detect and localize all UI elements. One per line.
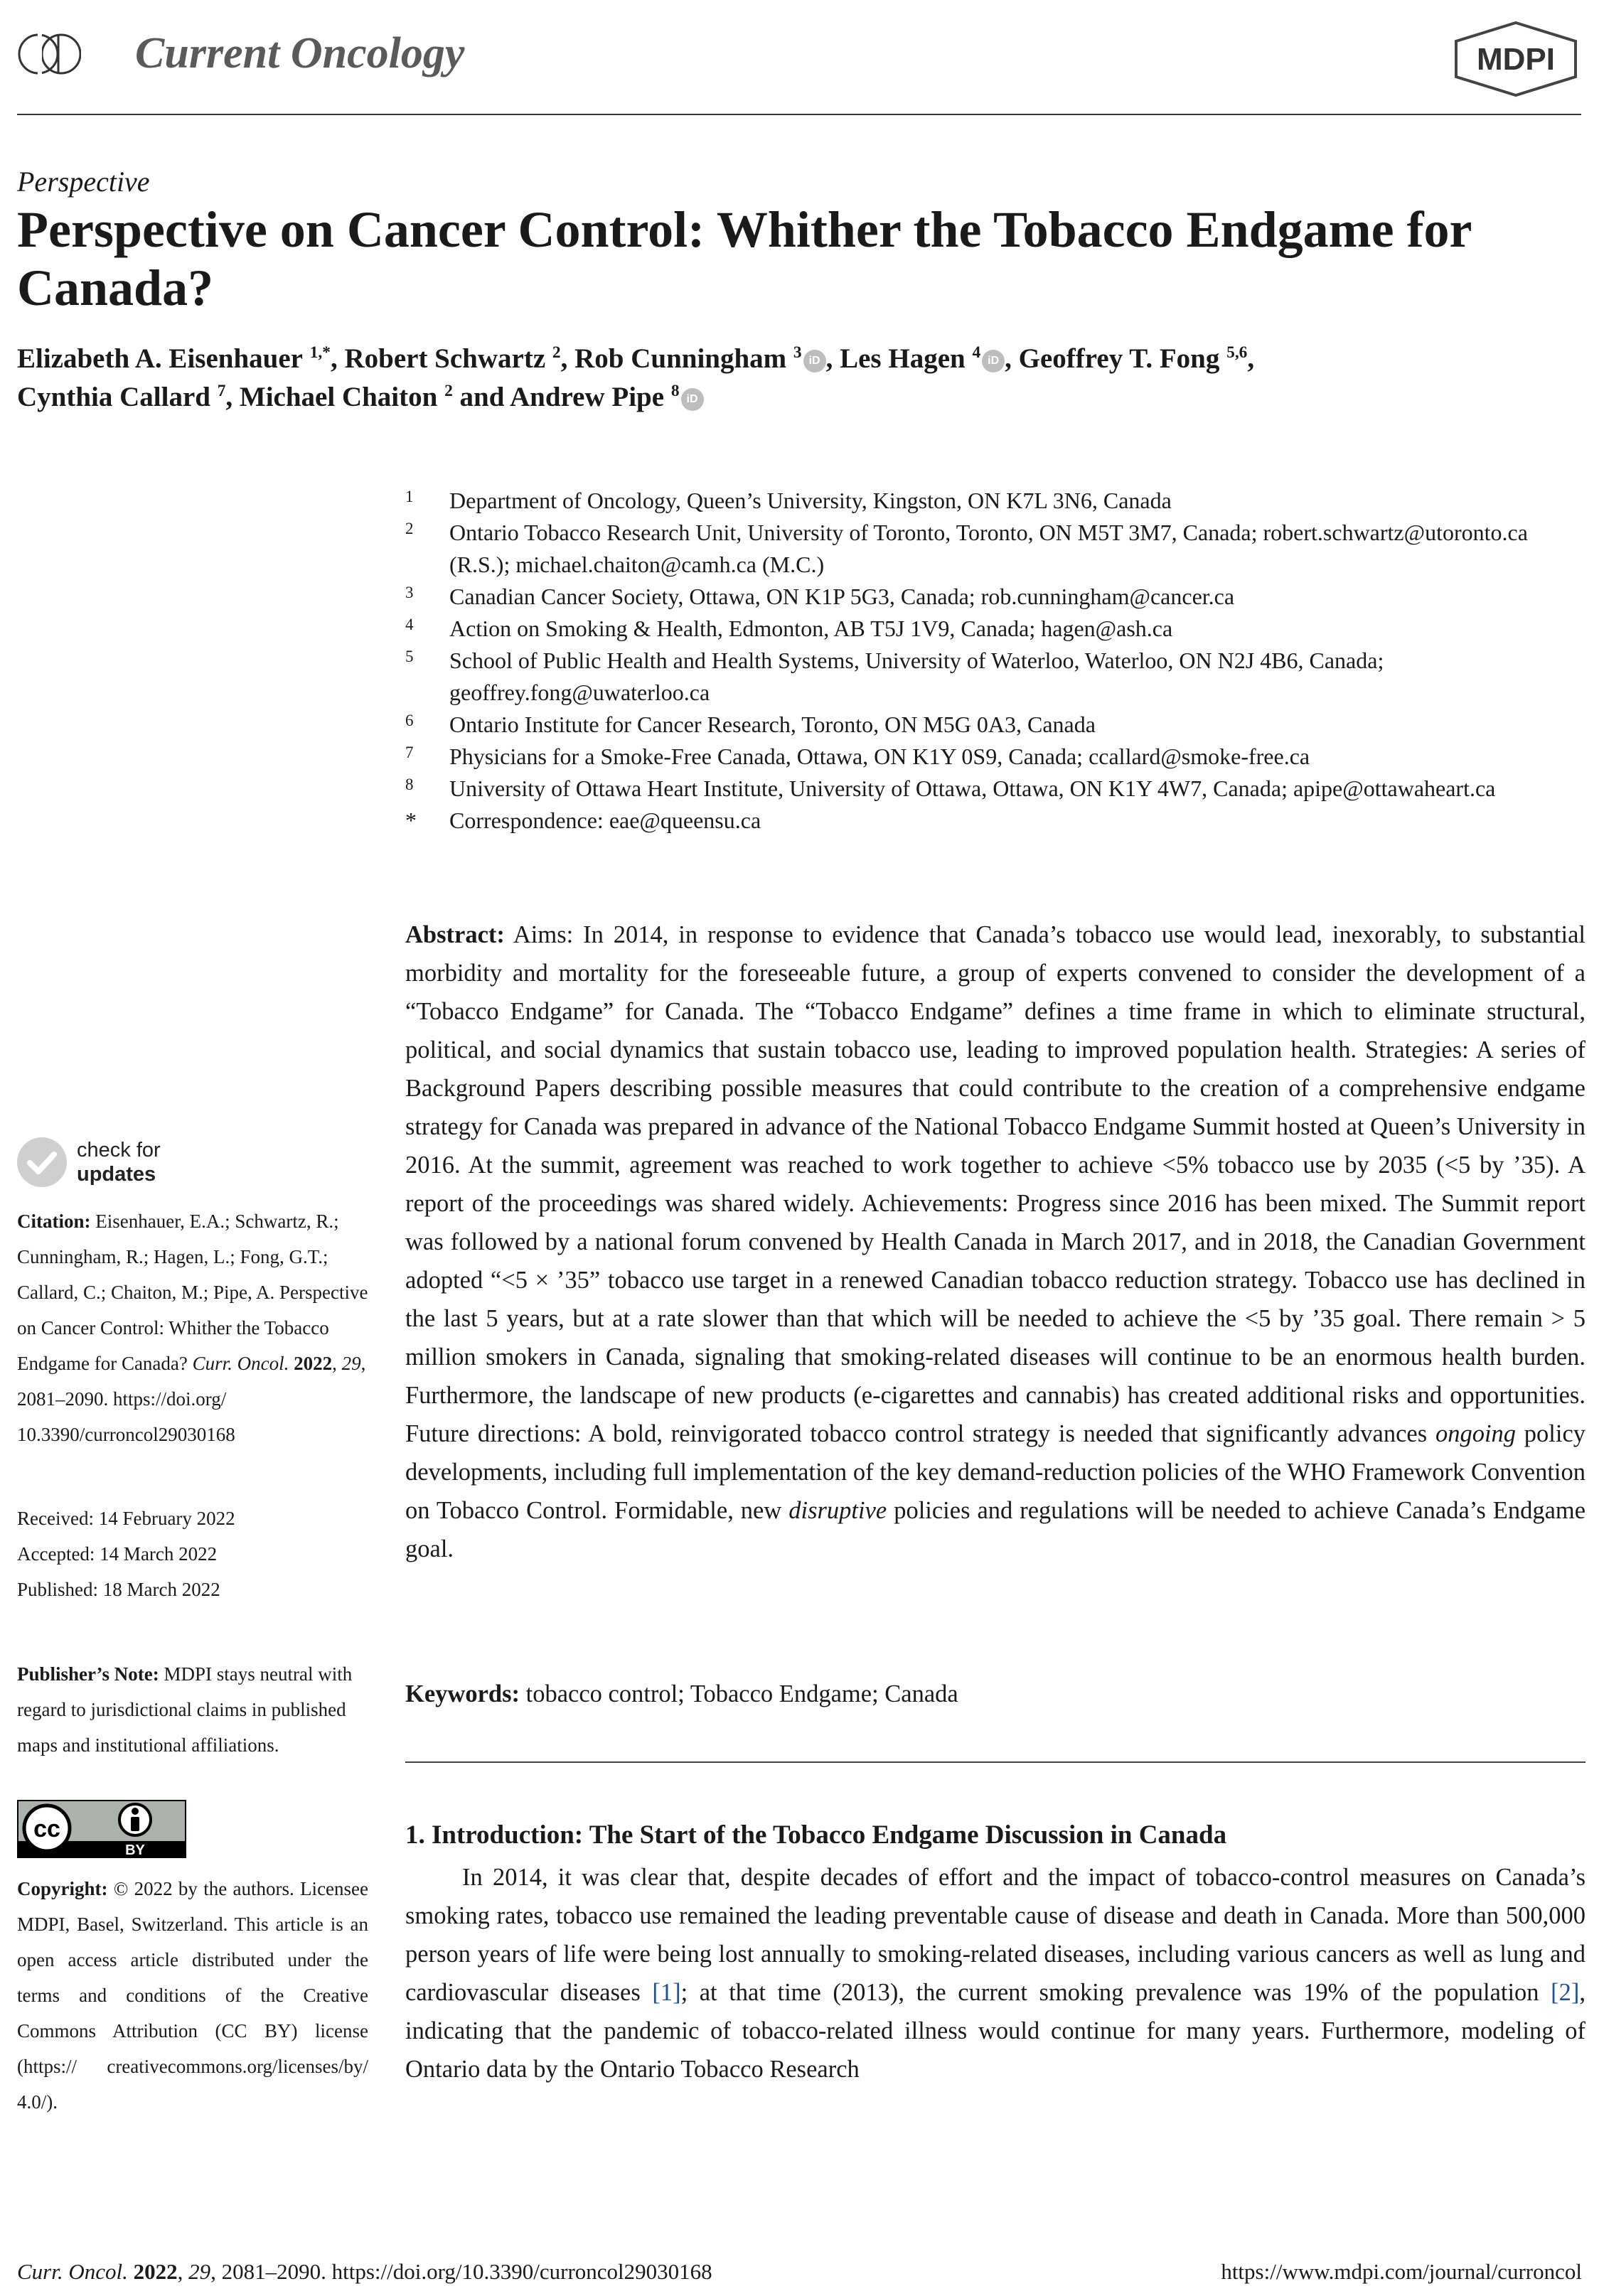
correspondence: * Correspondence: eae@queensu.ca [405,808,761,833]
accepted-date: Accepted: 14 March 2022 [17,1543,218,1565]
copyright-label: Copyright: [17,1878,108,1899]
by-label: BY [125,1842,145,1858]
affiliation-item: 7 Physicians for a Smoke-Free Canada, Ottawa, ON K1Y 0S9, Canada; ccallard@smoke-free.ca [405,744,1310,769]
copyright-notice: Copyright: © 2022 by the authors. Licensee MDPI, Basel, Switzerland. This article is an open access article distributed under the terms and conditions of the Creative Commons Attribution (CC BY) license (https:// creativecommons.org/licenses/by/ 4.0/). [17,1878,369,2113]
author-affiliation: 2 [552,343,561,362]
author-list: Elizabeth A. Eisenhauer $^{1,*}$, Robert Schwartz $^2$, Rob Cunningham $^3$ iD , Les Hagen $^4$ iD , Geoffrey T. Fong $^{5,6}$, Cynthia Callard $^7$, Michael Chaiton $^2$ and Andrew Pipe $^8$ iD [17,343,1255,412]
affiliation-item: 4 Action on Smoking & Health, Edmonton, AB T5J 1V9, Canada; hagen@ash.ca [405,616,1173,641]
author-name[interactable]: Les Hagen [840,343,966,374]
orcid-icon[interactable]: iD [803,350,826,372]
author-name[interactable]: Michael Chaiton [239,382,438,412]
citation-label: Citation: [17,1211,91,1232]
orcid-icon[interactable]: iD [982,350,1005,372]
author-affiliation: 4 [972,343,981,362]
footer-journal-url[interactable]: https://www.mdpi.com/journal/curroncol [1221,2259,1582,2284]
author-name[interactable]: Elizabeth A. Eisenhauer [17,343,303,374]
cc-icon: cc [33,1815,60,1842]
affiliation-item: 1 Department of Oncology, Queen’s University, Kingston, ON K7L 3N6, Canada [405,488,1172,513]
abstract: Abstract: Aims: In 2014, in response to evidence that Canada’s tobacco use would lead, inexorably, to substantial morbidity and mortality for the foreseeable future, a group of experts convened to consider the development of a “Tobacco Endgame” for Canada. The “Tobacco Endgame” defines a time frame in which to eliminate structural, political, and social dynamics that sustain tobacco use, leading to improved population health. Strategies: A series of Background Papers describing possible measures that could contribute to the creation of a comprehensive endgame strategy for Canada was prepared in advance of the National Tobacco Endgame Summit hosted at Queen’s University in 2016. At the summit, agreement was reached to work together to achieve <5% tobacco use by 2035 (<5 by ’35). A report of the proceedings was shared widely. Achievements: Progress since 2016 has been mixed. The Summit report was followed by a national forum convened by Health Canada in March 2017, and in 2018, the Canadian Government adopted “<5 × ’35” tobacco use target in a renewed Canadian tobacco reduction strategy. Tobacco use has declined in the last 5 years, but at a rate slower than that which will be needed to achieve the <5 by ’35 goal. There remain > 5 million smokers in Canada, signaling that smoking-related diseases will continue to be an enormous health burden. Furthermore, the landscape of new products (e-cigarettes and cannabis) has created additional risks and opportunities. Future directions: A bold, reinvigorated tobacco control strategy is needed that significantly advances ongoing policy developments, including full implementation of the key demand-reduction policies of the WHO Framework Convention on Tobacco Control. Formidable, new disruptive policies and regulations will be needed to achieve Canada’s Endgame goal. [405,921,1586,1562]
section-divider [405,1761,1585,1763]
affiliation-item: 8 University of Ottawa Heart Institute, University of Ottawa, Ottawa, ON K1Y 4W7, Canada; apipe@ottawaheart.ca [405,776,1496,801]
intro-paragraph: In 2014, it was clear that, despite decades of effort and the impact of tobacco-control measures on Canada’s smoking rates, tobacco use remained the leading preventable cause of disease and death in Canada. More than 500,000 person years of life were being lost annually to smoking-related diseases, including various cancers as well as lung and cardiovascular diseases [1]; at that time (2013), the current smoking prevalence was 19% of the population [2], indicating that the pandemic of tobacco-related illness would continue for many years. Furthermore, modeling of Ontario data by the Ontario Tobacco Research [405,1864,1585,2083]
publication-dates [17,1501,368,1607]
mdpi-logo-text: MDPI [1477,42,1555,77]
section-heading: 1. Introduction: The Start of the Tobacco Endgame Discussion in Canada [405,1820,1227,1850]
received-date: Received: 14 February 2022 [17,1508,235,1529]
author-name[interactable]: Rob Cunningham [574,343,787,374]
published-date: Published: 18 March 2022 [17,1579,220,1600]
footer-doi[interactable]: , 2081–2090. https://doi.org/10.3390/curroncol29030168 [210,2259,712,2284]
abstract-label: Abstract: [405,921,505,948]
author-affiliation: 1,* [309,343,331,362]
footer-citation: Curr. Oncol. 2022, 29, 2081–2090. https://doi.org/10.3390/curroncol29030168 [17,2259,712,2284]
author-affiliation: 3 [793,343,802,362]
article-type: Perspective [17,166,150,198]
author-name[interactable]: Robert Schwartz [344,343,546,374]
author-affiliation: 5,6 [1226,343,1248,362]
author-name[interactable]: Geoffrey T. Fong [1018,343,1220,374]
check-for-updates-button[interactable]: check for updates [17,1137,202,1194]
check-updates-icon [17,1137,67,1187]
author-affiliation: 7 [217,382,226,400]
affiliations [405,485,1585,837]
author-affiliation: 8 [670,382,680,400]
cc-by-license-badge[interactable] [17,1800,186,1858]
publisher-note: Publisher’s Note: MDPI stays neutral with regard to jurisdictional claims in published maps and institutional affiliations. [17,1663,353,1756]
citation-doi[interactable]: , 2081–2090. https://doi.org/ 10.3390/curroncol29030168 [17,1353,366,1445]
author-affiliation: 2 [444,382,453,400]
reference-link[interactable]: [2] [1551,1979,1580,2006]
journal-logo [17,26,81,82]
author-name[interactable]: Andrew Pipe [510,382,665,412]
orcid-icon[interactable]: iD [681,388,704,411]
header-rule [17,114,1581,115]
affiliation-item: 6 Ontario Institute for Cancer Research, Toronto, ON M5G 0A3, Canada [405,712,1096,737]
author-name[interactable]: Cynthia Callard [17,382,210,412]
keywords-label: Keywords: [405,1680,520,1707]
publisher-note-label: Publisher’s Note: [17,1663,159,1685]
article-title: Perspective on Cancer Control: Whither the Tobacco Endgame for Canada? [17,201,1472,316]
citation: Citation: Eisenhauer, E.A.; Schwartz, R.; Cunningham, R.; Hagen, L.; Fong, G.T.; Callard, C.; Chaiton, M.; Pipe, A. Perspective on Cancer Control: Whither the Tobacco Endgame for Canada? Curr. Oncol. 2022, 29, 2081–2090. https://doi.org/ 10.3390/curroncol29030168 [17,1211,368,1445]
affiliation-item: 5 School of Public Health and Health Systems, University of Waterloo, Waterloo, ON N2J 4B6, Canada; geoffrey.fong@uwaterloo.ca [405,648,1384,705]
affiliation-item: 2 Ontario Tobacco Research Unit, University of Toronto, Toronto, ON M5T 3M7, Canada; robert.schwartz@utoronto.ca (R.S.); michael.chaiton@camh.ca (M.C.) [405,520,1528,577]
keywords: Keywords: tobacco control; Tobacco Endgame; Canada [405,1680,958,1707]
journal-name: Current Oncology [135,29,465,77]
reference-link[interactable]: [1] [652,1979,681,2006]
mdpi-logo[interactable] [1450,20,1582,98]
affiliation-item: 3 Canadian Cancer Society, Ottawa, ON K1P 5G3, Canada; rob.cunningham@cancer.ca [405,584,1235,609]
